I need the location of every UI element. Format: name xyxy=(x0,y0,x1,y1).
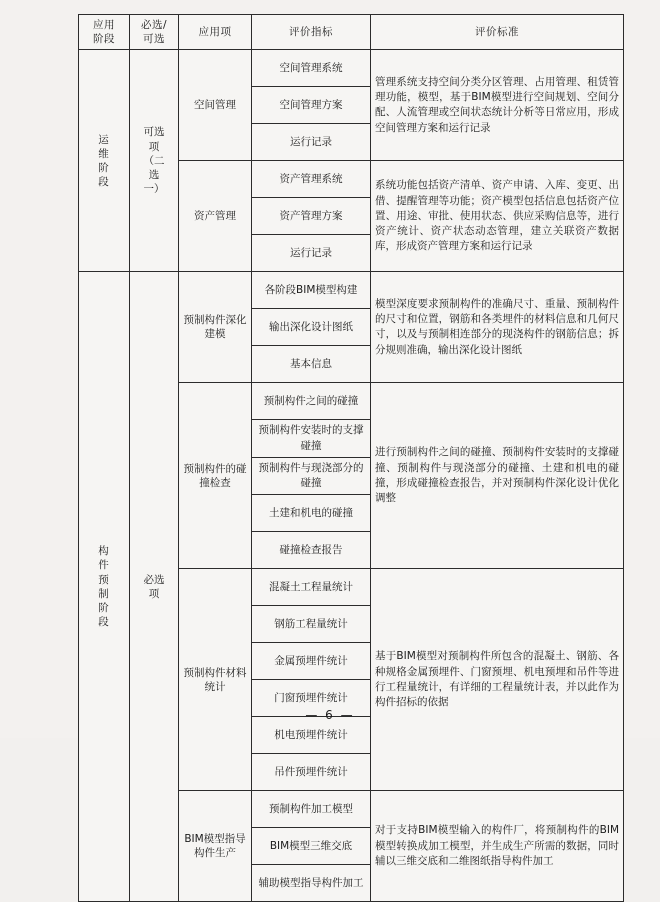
table-row xyxy=(79,50,624,87)
evaluation-index: 资产管理系统 xyxy=(252,161,371,198)
column-header-option xyxy=(130,15,179,50)
option-cell-prefabrication xyxy=(130,272,179,902)
application-item-bim-guided-production xyxy=(179,791,252,902)
page-number: — 6 — xyxy=(305,708,355,722)
column-header-stage-line1: 应用 xyxy=(93,19,115,31)
stage-char: 段 xyxy=(98,176,110,189)
application-item-label: BIM模型指导构件生产 xyxy=(184,833,246,860)
column-header-option-line1: 必选/ xyxy=(140,19,168,31)
criteria-text: 对于支持BIM模型输入的构件厂，将预制构件的BIM模型转换成加工模型，并生成生产所需的数据，同时辅以三维交底和二维图纸指导构件加工 xyxy=(375,824,619,867)
column-header-application-item: 应用项 xyxy=(179,15,252,50)
evaluation-index: 各阶段BIM模型构建 xyxy=(252,272,371,309)
evaluation-index: 钢筋工程量统计 xyxy=(252,606,371,643)
option-char: 项 xyxy=(148,140,160,153)
option-cell-operation xyxy=(130,50,179,272)
evaluation-index: BIM模型三维交底 xyxy=(252,828,371,865)
column-header-evaluation-criteria: 评价标准 xyxy=(371,15,624,50)
evaluation-index: 资产管理方案 xyxy=(252,198,371,235)
stage-cell-operation xyxy=(79,50,130,272)
application-item-material-statistics xyxy=(179,569,252,791)
table-row xyxy=(79,272,624,309)
evaluation-index: 吊件预埋件统计 xyxy=(252,754,371,791)
evaluation-index: 土建和机电的碰撞 xyxy=(252,495,371,532)
evaluation-index: 机电预埋件统计 xyxy=(252,717,371,754)
evaluation-criteria xyxy=(371,791,624,902)
evaluation-index: 运行记录 xyxy=(252,235,371,272)
evaluation-criteria xyxy=(371,50,624,161)
stage-char: 构 xyxy=(98,545,110,558)
application-item-asset-management: 资产管理 xyxy=(179,161,252,272)
evaluation-index: 预制构件加工模型 xyxy=(252,791,371,828)
table-header xyxy=(79,15,624,50)
option-char: 选 xyxy=(148,168,160,181)
evaluation-criteria xyxy=(371,161,624,272)
application-item-label: 预制构件材料统计 xyxy=(183,666,247,693)
evaluation-index: 辅助模型指导构件加工 xyxy=(252,865,371,902)
option-char: 必选 xyxy=(143,573,165,586)
evaluation-criteria-table xyxy=(78,14,624,902)
column-header-option-line2: 可选 xyxy=(143,33,165,46)
evaluation-index: 混凝土工程量统计 xyxy=(252,569,371,606)
criteria-text: 系统功能包括资产清单、资产申请、入库、变更、出借、提醒管理等功能；资产模型包括信息包括资产位置、用途、审批、使用状态、供应采购信息等，进行资产统计、资产状态动态管理，建立关联资产数据库，形成资产管理方案和运行记录 xyxy=(375,179,619,253)
column-header-stage-line2: 阶段 xyxy=(93,33,115,46)
table-header-row xyxy=(79,15,624,50)
evaluation-index: 门窗预埋件统计 xyxy=(252,680,371,717)
application-item-space-management: 空间管理 xyxy=(179,50,252,161)
stage-char: 阶 xyxy=(98,601,110,614)
criteria-text: 模型深度要求预制构件的准确尺寸、重量、预制构件的尺寸和位置，钢筋和各类埋件的材料信息和几何尺寸，以及与预制相连部分的现浇构件的钢筋信息；拆分规则准确，输出深化设计图纸 xyxy=(375,297,619,356)
stage-cell-prefabrication xyxy=(79,272,130,902)
evaluation-criteria xyxy=(371,383,624,569)
criteria-text: 管理系统支持空间分类分区管理、占用管理、租赁管理功能，模型，基于BIM模型进行空间规划、空间分配、人流管理或空间状态统计分析等日常应用，形成空间管理方案和运行记录 xyxy=(375,75,619,134)
application-item-label: 预制构件深化建模 xyxy=(183,314,247,341)
option-char: 项 xyxy=(148,587,160,600)
option-char: 一） xyxy=(143,183,165,196)
evaluation-index: 基本信息 xyxy=(252,346,371,383)
evaluation-criteria xyxy=(371,569,624,791)
evaluation-index: 运行记录 xyxy=(252,124,371,161)
application-item-clash-detection xyxy=(179,383,252,569)
evaluation-criteria xyxy=(371,272,624,383)
stage-char: 运 xyxy=(98,133,110,146)
stage-char: 阶 xyxy=(98,161,110,174)
table-body xyxy=(79,50,624,902)
application-item-label: 预制构件的碰撞检查 xyxy=(183,462,247,489)
column-header-evaluation-index: 评价指标 xyxy=(252,15,371,50)
evaluation-index: 空间管理方案 xyxy=(252,87,371,124)
application-item-prefab-modeling xyxy=(179,272,252,383)
stage-char: 段 xyxy=(98,616,110,629)
evaluation-index: 碰撞检查报告 xyxy=(252,532,371,569)
evaluation-index: 预制构件与现浇部分的碰撞 xyxy=(252,457,371,494)
option-char: 可选 xyxy=(143,126,165,139)
stage-char: 制 xyxy=(98,587,110,600)
evaluation-index: 预制构件安装时的支撑碰撞 xyxy=(252,420,371,457)
criteria-text: 进行预制构件之间的碰撞、预制构件安装时的支撑碰撞、预制构件与现浇部分的碰撞、土建和机电的碰撞，形成碰撞检查报告，并对预制构件深化设计优化调整 xyxy=(375,446,619,504)
criteria-text: 基于BIM模型对预制构件所包含的混凝土、钢筋、各种规格金属预埋件、门窗预埋、机电预埋和吊件等进行工程量统计，有详细的工程量统计表，并以此作为构件招标的依据 xyxy=(375,650,619,708)
option-char: （二 xyxy=(143,154,165,167)
evaluation-index: 金属预埋件统计 xyxy=(252,643,371,680)
evaluation-index: 输出深化设计图纸 xyxy=(252,309,371,346)
evaluation-index: 预制构件之间的碰撞 xyxy=(252,383,371,420)
stage-char: 件 xyxy=(98,559,110,572)
column-header-stage xyxy=(79,15,130,50)
stage-char: 预 xyxy=(98,573,110,586)
evaluation-index: 空间管理系统 xyxy=(252,50,371,87)
stage-char: 维 xyxy=(98,147,110,160)
